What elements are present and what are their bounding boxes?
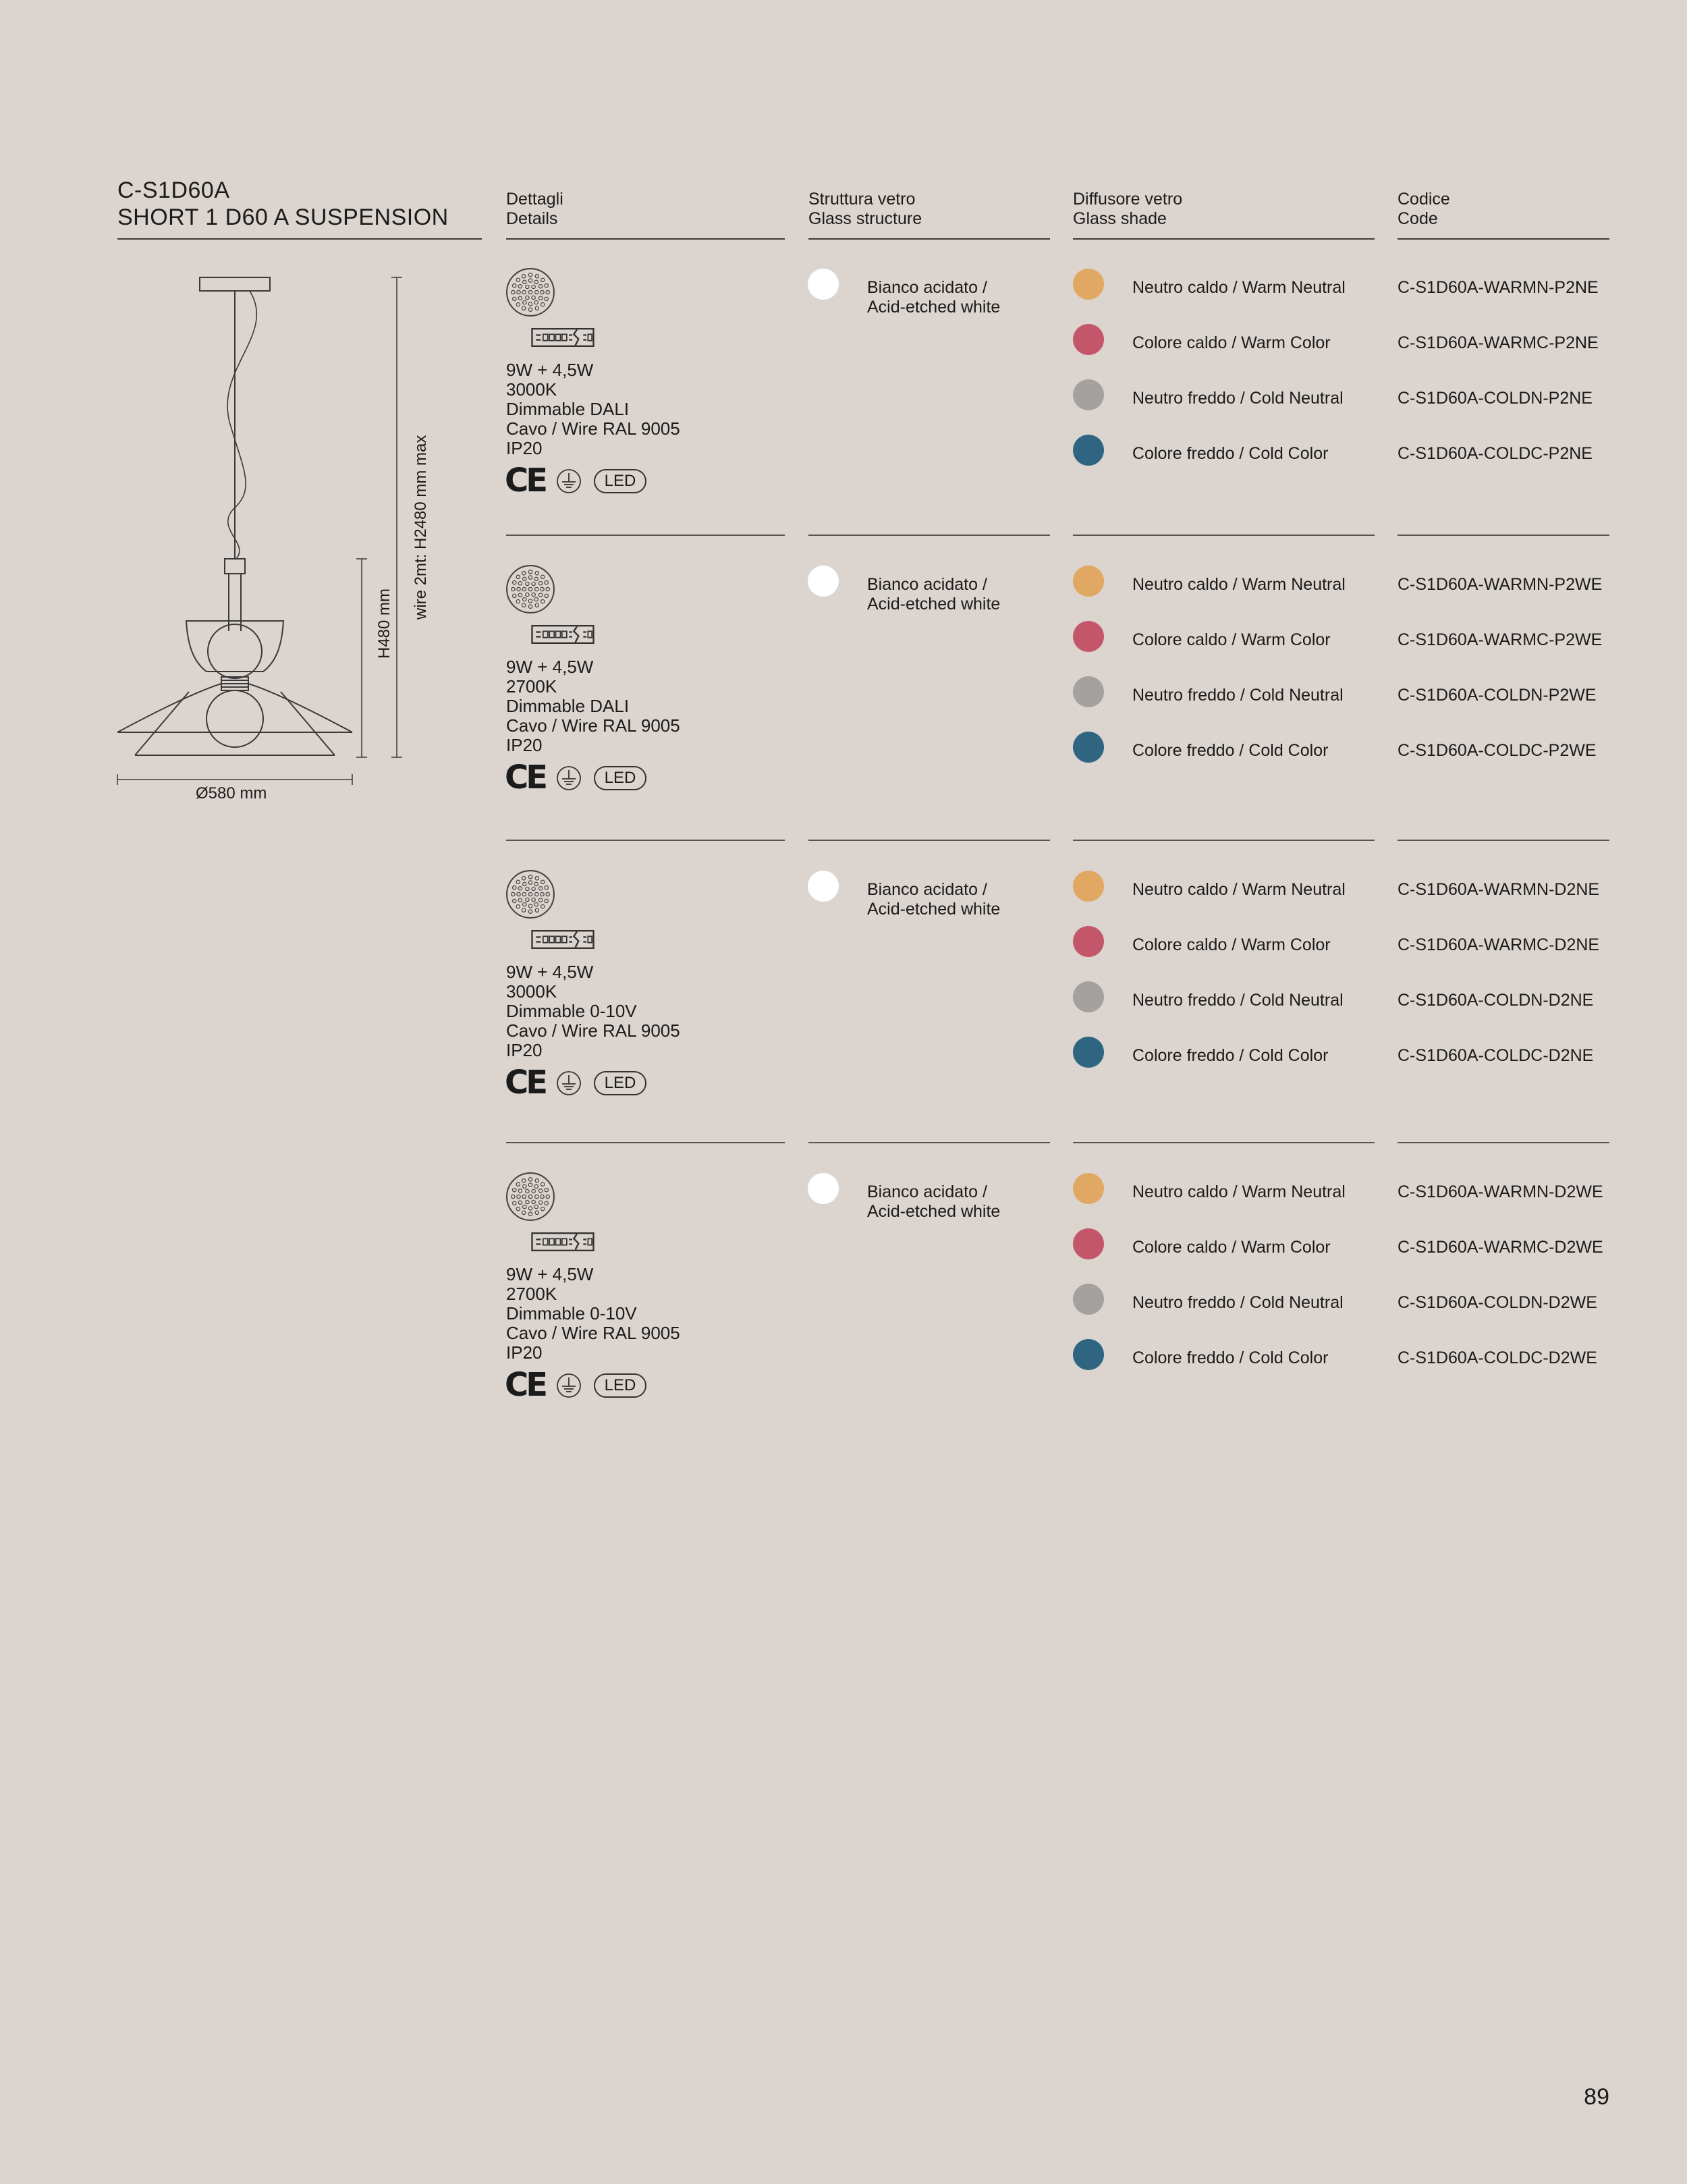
spec-list [506,1265,680,1363]
product-variant-code: C-S1D60A-COLDN-P2WE [1398,686,1597,705]
shade-label: Neutro caldo / Warm Neutral [1132,880,1346,899]
shade-swatch [1073,871,1104,902]
spec-line: IP20 [506,438,543,458]
led-lens-icon [505,869,555,919]
row-separator [1073,535,1375,536]
led-driver-icon [505,625,620,644]
shade-label: Colore caldo / Warm Color [1132,630,1331,649]
product-variant-code: C-S1D60A-WARMC-P2NE [1398,333,1599,352]
row-separator [808,535,1050,536]
col-header-shade-it: Diffusore vetro [1073,190,1183,209]
led-lens-icon [505,564,555,614]
spec-list [506,657,680,755]
header-line-structure [808,238,1050,240]
spec-line: IP20 [506,1342,543,1363]
structure-swatch [808,871,839,902]
product-variant-code: C-S1D60A-WARMN-D2WE [1398,1182,1603,1201]
shade-label: Colore freddo / Cold Color [1132,444,1329,463]
product-variant-code: C-S1D60A-WARMC-P2WE [1398,630,1603,649]
structure-label-it: Bianco acidato / [867,575,987,594]
spec-line: IP20 [506,1040,543,1060]
spec-line: Cavo / Wire RAL 9005 [506,1020,680,1041]
spec-line: 3000K [506,379,557,400]
row-separator [1073,1142,1375,1143]
row-separator [506,840,785,841]
page-number: 89 [1584,2084,1609,2110]
structure-swatch [808,269,839,300]
spec-line: Cavo / Wire RAL 9005 [506,715,680,736]
shade-label: Colore caldo / Warm Color [1132,1238,1331,1257]
led-badge: LED [594,1373,646,1398]
spec-line: Dimmable 0-10V [506,1303,637,1323]
col-header-code-it: Codice [1398,190,1450,209]
col-header-code-en: Code [1398,209,1438,228]
product-variant-code: C-S1D60A-WARMN-P2WE [1398,575,1603,594]
spec-line: 3000K [506,981,557,1002]
shade-swatch [1073,621,1104,652]
product-variant-code: C-S1D60A-COLDC-P2WE [1398,741,1597,760]
structure-label [867,278,1000,317]
structure-label-it: Bianco acidato / [867,278,987,297]
product-code: C-S1D60A [117,178,230,203]
shade-swatch [1073,379,1104,410]
spec-line: 2700K [506,676,557,697]
shade-swatch [1073,732,1104,763]
shade-swatch [1073,1173,1104,1204]
row-separator [506,535,785,536]
spec-line: Dimmable 0-10V [506,1001,637,1021]
spec-line: 9W + 4,5W [506,1264,594,1284]
shade-label: Colore caldo / Warm Color [1132,333,1331,352]
product-variant-code: C-S1D60A-COLDC-D2WE [1398,1348,1597,1367]
ce-mark-icon: CE [505,1366,546,1404]
structure-label [867,880,1000,919]
earth-ground-icon [556,1070,582,1096]
ce-mark-icon: CE [505,1064,546,1101]
col-header-shade-en: Glass shade [1073,209,1167,228]
row-separator [1398,1142,1609,1143]
spec-line: Cavo / Wire RAL 9005 [506,418,680,439]
shade-swatch [1073,1228,1104,1259]
led-lens-icon [505,267,555,317]
header-line-shade [1073,238,1375,240]
col-header-details-it: Dettagli [506,190,563,209]
spec-line: 9W + 4,5W [506,360,594,380]
shade-swatch [1073,676,1104,707]
shade-swatch [1073,1339,1104,1370]
shade-label: Neutro freddo / Cold Neutral [1132,389,1344,408]
row-separator [1073,840,1375,841]
header-line-code [1398,238,1609,240]
earth-ground-icon [556,765,582,791]
earth-ground-icon [556,1373,582,1398]
col-header-code [1398,190,1450,229]
shade-label: Neutro freddo / Cold Neutral [1132,686,1344,705]
shade-swatch [1073,566,1104,597]
structure-swatch [808,1173,839,1204]
shade-label: Neutro caldo / Warm Neutral [1132,575,1346,594]
product-variant-code: C-S1D60A-COLDN-D2WE [1398,1293,1597,1312]
structure-label [867,1182,1000,1222]
product-variant-code: C-S1D60A-WARMN-P2NE [1398,278,1599,297]
led-badge: LED [594,1071,646,1095]
spec-list [506,360,680,458]
spec-line: 9W + 4,5W [506,657,594,677]
header-line-details [506,238,785,240]
product-variant-code: C-S1D60A-COLDN-P2NE [1398,389,1593,408]
row-separator [1398,840,1609,841]
shade-swatch [1073,1037,1104,1068]
col-header-structure-it: Struttura vetro [808,190,916,209]
led-driver-icon [505,1232,620,1251]
diameter-label: Ø580 mm [196,784,267,802]
led-badge: LED [594,766,646,790]
structure-label-en: Acid-etched white [867,900,1001,919]
product-variant-code: C-S1D60A-COLDC-D2NE [1398,1046,1594,1065]
shade-label: Colore freddo / Cold Color [1132,1348,1329,1367]
product-variant-code: C-S1D60A-WARMN-D2NE [1398,880,1600,899]
col-header-structure [808,190,922,229]
shade-label: Colore caldo / Warm Color [1132,935,1331,954]
shade-swatch [1073,269,1104,300]
structure-label-en: Acid-etched white [867,298,1001,317]
col-header-details [506,190,563,229]
shade-swatch [1073,1284,1104,1315]
spec-line: Dimmable DALI [506,399,630,419]
product-variant-code: C-S1D60A-COLDN-D2NE [1398,991,1594,1010]
title-underline [117,238,482,240]
col-header-structure-en: Glass structure [808,209,922,228]
shade-swatch [1073,981,1104,1012]
spec-list [506,962,680,1060]
structure-label-en: Acid-etched white [867,1202,1001,1221]
led-driver-icon [505,328,620,347]
shade-label: Colore freddo / Cold Color [1132,1046,1329,1065]
height-label: H480 mm [375,588,393,659]
structure-label-it: Bianco acidato / [867,1182,987,1201]
spec-line: 2700K [506,1284,557,1304]
shade-swatch [1073,324,1104,355]
col-header-shade [1073,190,1182,229]
ce-mark-icon: CE [505,462,546,499]
product-variant-code: C-S1D60A-COLDC-P2NE [1398,444,1593,463]
col-header-details-en: Details [506,209,558,228]
shade-swatch [1073,435,1104,466]
spec-line: Dimmable DALI [506,696,630,716]
shade-label: Neutro freddo / Cold Neutral [1132,1293,1344,1312]
shade-label: Neutro caldo / Warm Neutral [1132,278,1346,297]
product-variant-code: C-S1D60A-WARMC-D2WE [1398,1238,1603,1257]
structure-label-en: Acid-etched white [867,595,1001,613]
spec-line: IP20 [506,735,543,755]
shade-swatch [1073,926,1104,957]
product-variant-code: C-S1D60A-WARMC-D2NE [1398,935,1600,954]
row-separator [1398,535,1609,536]
product-name: SHORT 1 D60 A SUSPENSION [117,204,449,230]
wire-label: wire 2mt: H2480 mm max [412,435,430,620]
led-driver-icon [505,930,620,949]
row-separator [808,1142,1050,1143]
led-badge: LED [594,469,646,493]
row-separator [808,840,1050,841]
shade-label: Colore freddo / Cold Color [1132,741,1329,760]
shade-label: Neutro caldo / Warm Neutral [1132,1182,1346,1201]
row-separator [506,1142,785,1143]
spec-line: Cavo / Wire RAL 9005 [506,1323,680,1343]
spec-line: 9W + 4,5W [506,962,594,982]
ce-mark-icon: CE [505,759,546,796]
earth-ground-icon [556,468,582,494]
structure-swatch [808,566,839,597]
led-lens-icon [505,1172,555,1222]
structure-label-it: Bianco acidato / [867,880,987,899]
shade-label: Neutro freddo / Cold Neutral [1132,991,1344,1010]
structure-label [867,575,1000,614]
lamp-drawing [115,267,439,786]
